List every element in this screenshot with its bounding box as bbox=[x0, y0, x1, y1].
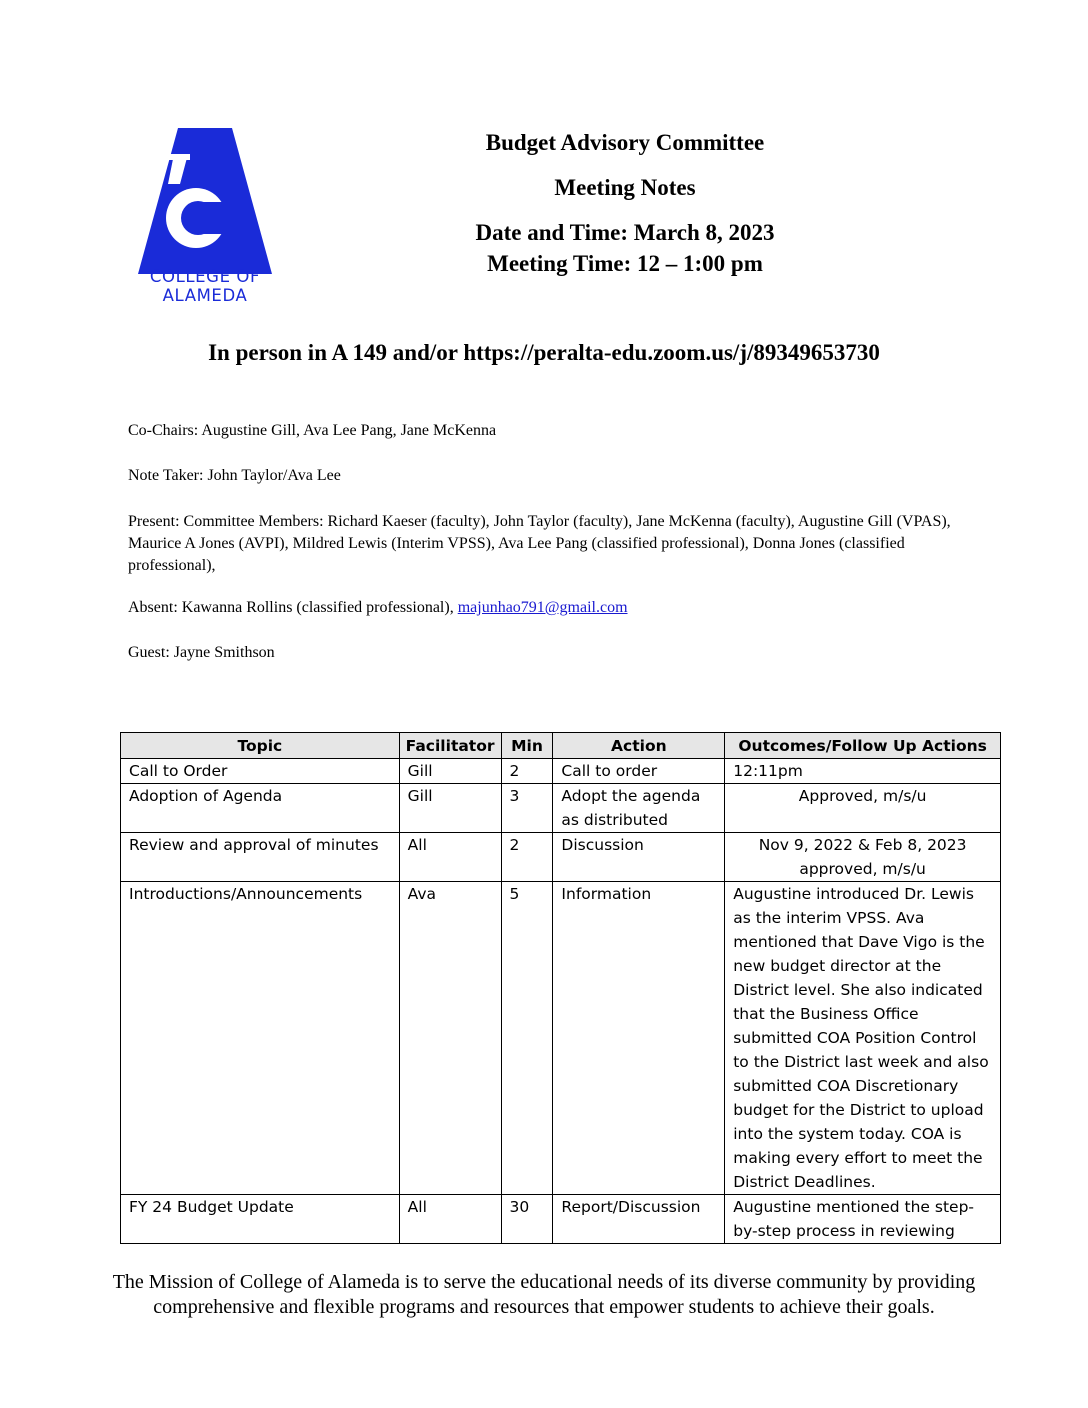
cell-topic: FY 24 Budget Update bbox=[121, 1195, 400, 1244]
cell-action: Discussion bbox=[553, 833, 725, 882]
notes-subtitle: Meeting Notes bbox=[554, 175, 696, 200]
logo-text-line1: COLLEGE OF bbox=[149, 267, 261, 286]
cell-facilitator: All bbox=[399, 1195, 501, 1244]
cell-outcomes: Augustine mentioned the step-by-step process in reviewing bbox=[725, 1195, 1001, 1244]
table-row bbox=[121, 1195, 1001, 1244]
college-of-alameda-logo-icon bbox=[134, 126, 276, 276]
cell-outcomes: 12:11pm bbox=[725, 759, 1001, 784]
present-members: Present: Committee Members: Richard Kaeser (faculty), John Taylor (faculty), Jane McKenna (faculty), Augustine Gill (VPAS), Maurice A Jones (AVPI), Mildred Lewis (Interim VPSS), Ava Lee Pang (classified professional), Donna Jones (classified professional), bbox=[128, 513, 951, 574]
logo-text-line2: ALAMEDA bbox=[162, 286, 248, 305]
header-outcomes: Outcomes/Follow Up Actions bbox=[725, 733, 1001, 759]
cell-action: Adopt the agenda as distributed bbox=[553, 784, 725, 833]
meeting-location: In person in A 149 and/or https://peralta-edu.zoom.us/j/89349653730 bbox=[208, 340, 880, 365]
cell-facilitator: Gill bbox=[399, 784, 501, 833]
meeting-time: Meeting Time: 12 – 1:00 pm bbox=[487, 251, 763, 276]
header-min: Min bbox=[501, 733, 553, 759]
cell-facilitator: Ava bbox=[399, 882, 501, 1195]
header-topic: Topic bbox=[121, 733, 400, 759]
cell-min: 2 bbox=[501, 759, 553, 784]
college-logo bbox=[134, 126, 276, 308]
cell-action: Call to order bbox=[553, 759, 725, 784]
cell-topic: Review and approval of minutes bbox=[121, 833, 400, 882]
cell-action: Report/Discussion bbox=[553, 1195, 725, 1244]
cell-outcomes: Nov 9, 2022 & Feb 8, 2023 approved, m/s/u bbox=[725, 833, 1001, 882]
cell-action: Information bbox=[553, 882, 725, 1195]
header-action: Action bbox=[553, 733, 725, 759]
absent-members bbox=[128, 597, 968, 619]
table-row bbox=[121, 833, 1001, 882]
table-row bbox=[121, 882, 1001, 1195]
cell-facilitator: All bbox=[399, 833, 501, 882]
cell-min: 3 bbox=[501, 784, 553, 833]
note-taker: Note Taker: John Taylor/Ava Lee bbox=[128, 467, 341, 484]
cell-topic: Introductions/Announcements bbox=[121, 882, 400, 1195]
table-row bbox=[121, 784, 1001, 833]
agenda-table bbox=[120, 732, 1001, 1244]
agenda-header-row bbox=[121, 733, 1001, 759]
cell-min: 5 bbox=[501, 882, 553, 1195]
co-chairs: Co-Chairs: Augustine Gill, Ava Lee Pang, Jane McKenna bbox=[128, 422, 497, 439]
cell-facilitator: Gill bbox=[399, 759, 501, 784]
absent-text: Absent: Kawanna Rollins (classified professional), bbox=[128, 599, 458, 616]
cell-topic: Adoption of Agenda bbox=[121, 784, 400, 833]
cell-topic: Call to Order bbox=[121, 759, 400, 784]
mission-statement: The Mission of College of Alameda is to serve the educational needs of its diverse community by providing comprehensive and flexible programs and resources that empower students to achieve their goals. bbox=[112, 1271, 976, 1318]
cell-outcomes: Augustine introduced Dr. Lewis as the interim VPSS. Ava mentioned that Dave Vigo is the new budget director at the District level. She also indicated that the Business Office submitted COA Position Control to the District last week and also submitted COA Discretionary budget for the District to upload into the system today. COA is making every effort to meet the District Deadlines. bbox=[725, 882, 1001, 1195]
table-row bbox=[121, 759, 1001, 784]
absent-email-link[interactable]: majunhao791@gmail.com bbox=[457, 599, 628, 616]
header-facilitator: Facilitator bbox=[399, 733, 501, 759]
committee-title: Budget Advisory Committee bbox=[485, 130, 765, 155]
cell-outcomes: Approved, m/s/u bbox=[725, 784, 1001, 833]
guest: Guest: Jayne Smithson bbox=[128, 644, 275, 661]
cell-min: 30 bbox=[501, 1195, 553, 1244]
cell-min: 2 bbox=[501, 833, 553, 882]
meeting-date: Date and Time: March 8, 2023 bbox=[475, 220, 775, 245]
